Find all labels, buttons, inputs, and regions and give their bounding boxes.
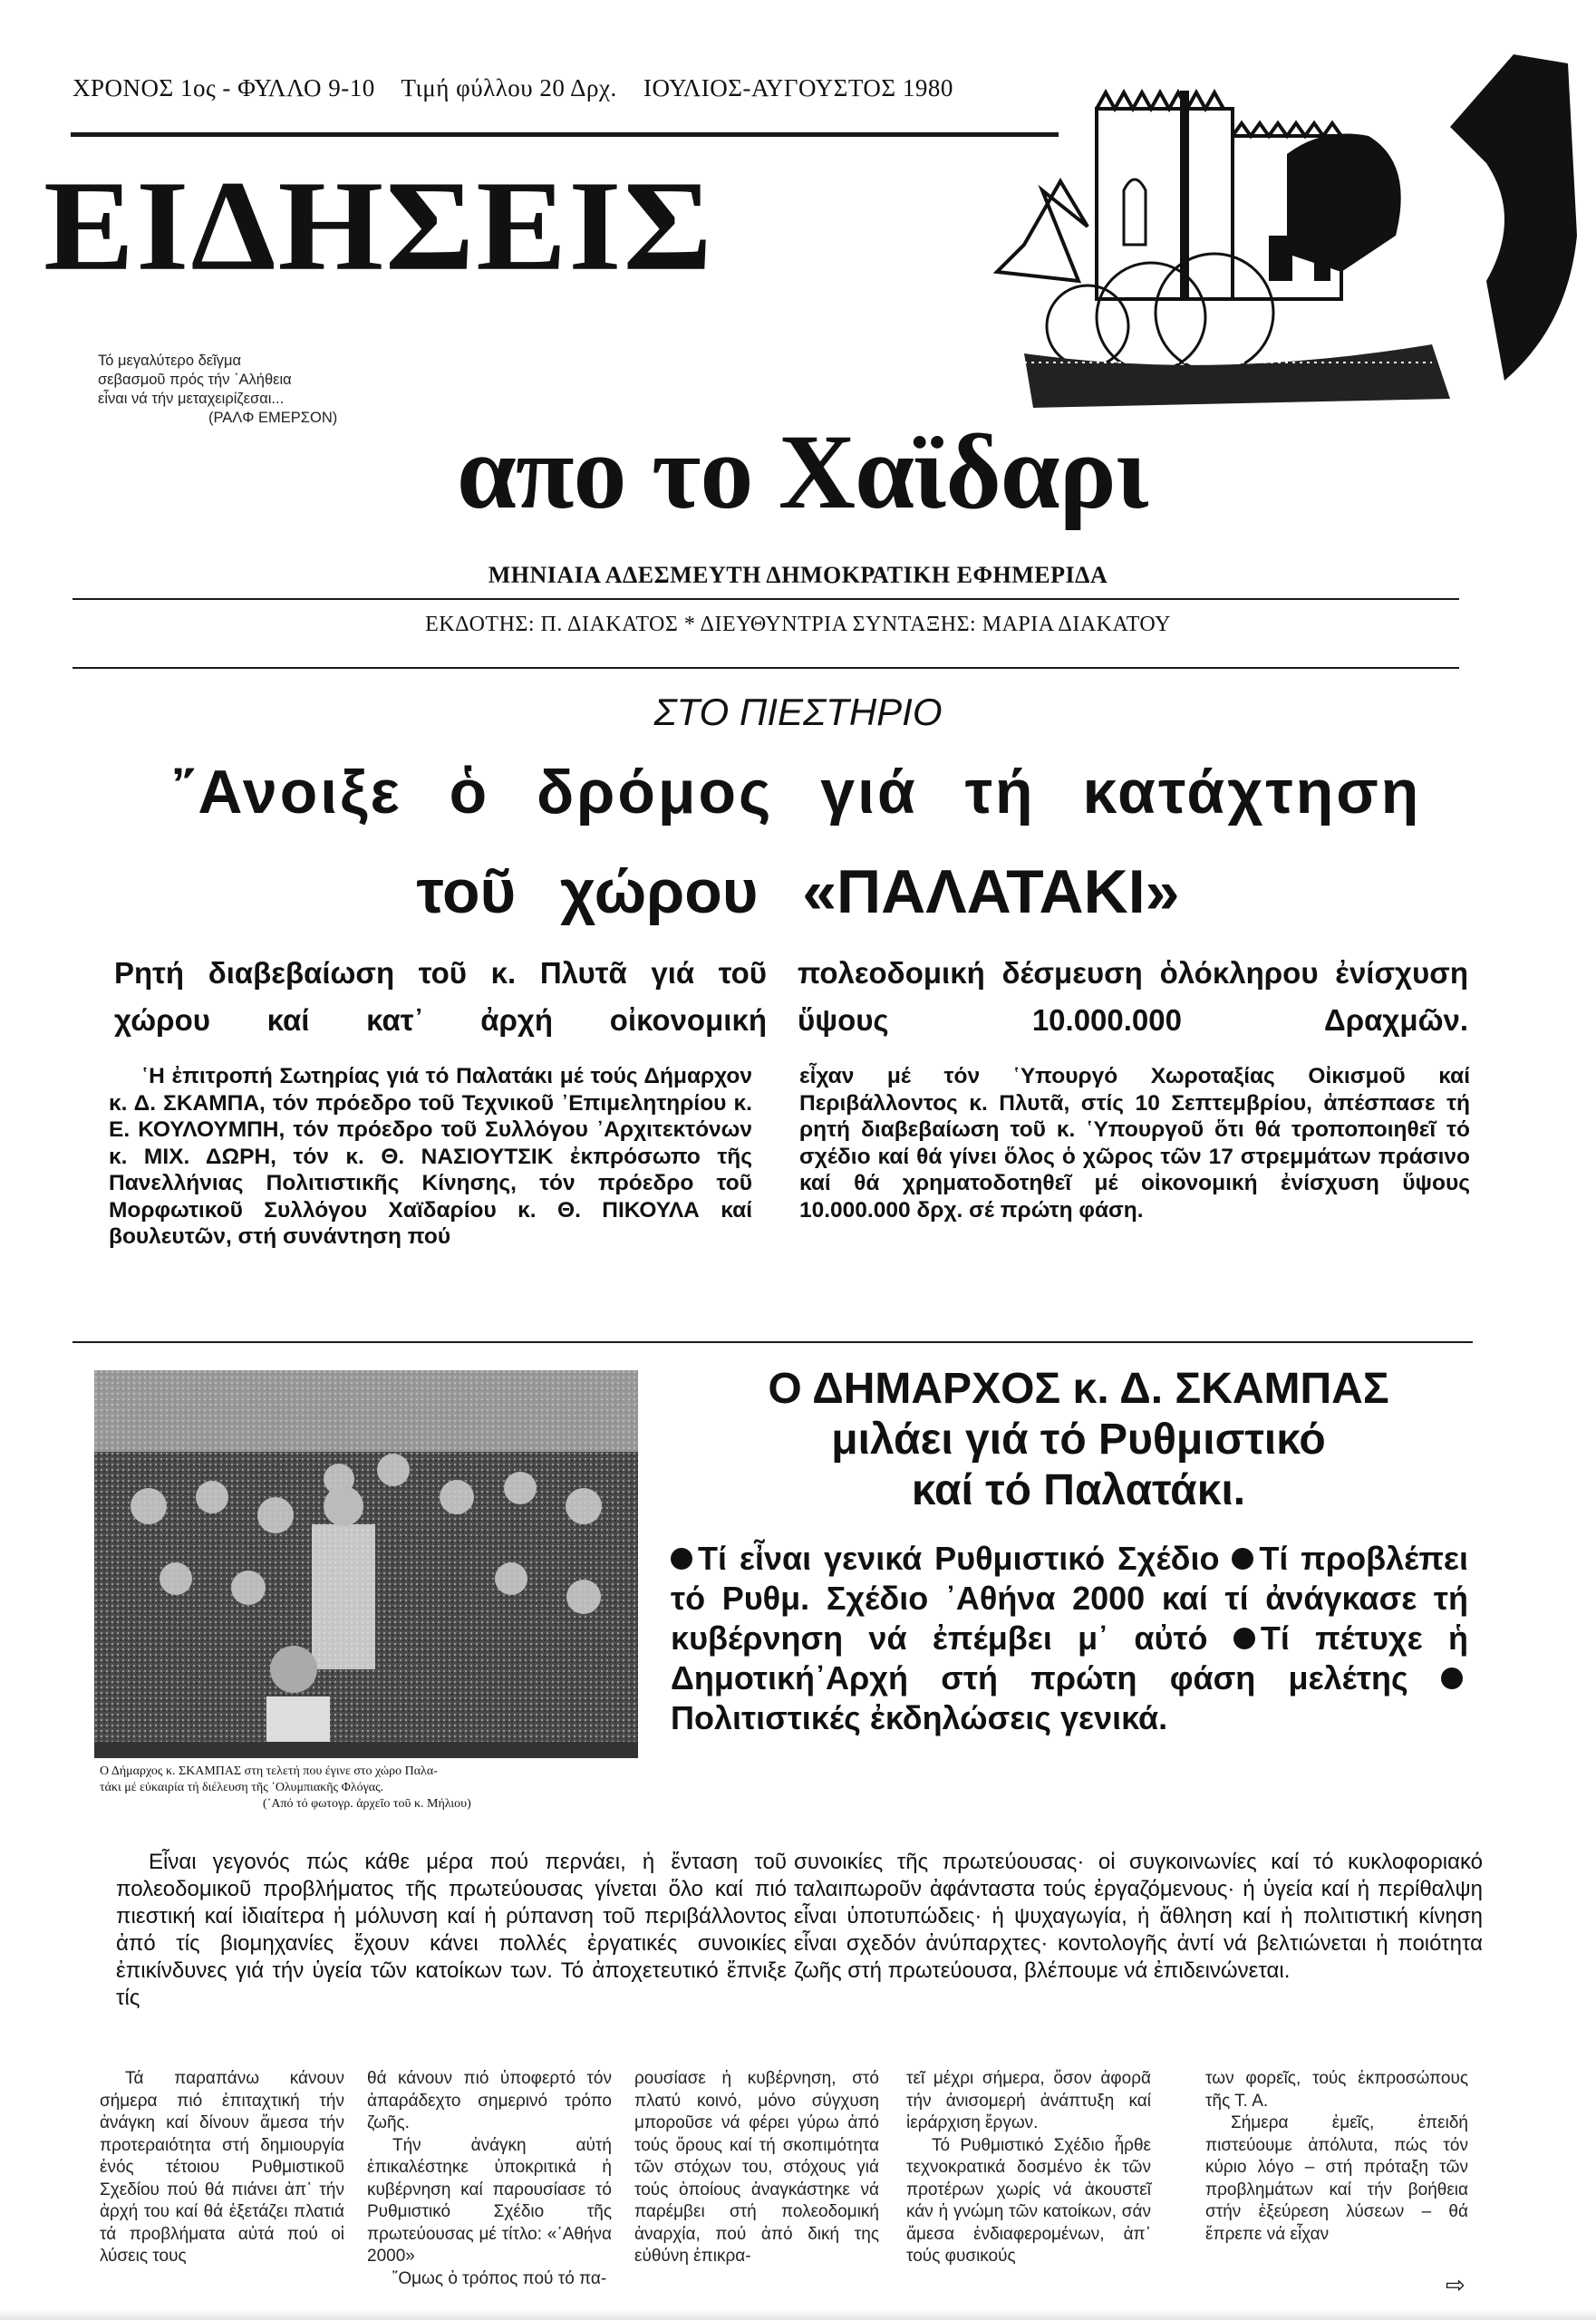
quote-line: Τό μεγαλύτερο δεῖγμα	[98, 353, 242, 369]
masthead-top-rule	[71, 132, 1059, 137]
crowd-photo	[94, 1370, 638, 1758]
bullet-item: Τί προβλέπει τό Ρυθμ. Σχέδιο ᾽Αθήνα 2000 καί τί ἀνάγκασε τή κυβέρνηση νά ἐπέμβει μ᾽ αὐτό	[671, 1540, 1468, 1657]
issue-date: ΙΟΥΛΙΟΣ-ΑΥΓΟΥΣΤΟΣ 1980	[643, 74, 953, 102]
continued-arrow-icon: ⇨	[1446, 2271, 1465, 2298]
section-divider	[73, 1341, 1473, 1343]
lead-deck-left: Ρητή διαβεβαίωση τοῦ κ. Πλυτᾶ γιά τοῦ χώρου καί κατ᾽ ἀρχή οἰκονομική	[114, 956, 767, 1037]
mayor-headline-line: μιλάει γιά τό Ρυθμιστικό	[831, 1416, 1326, 1464]
body-column-4	[906, 2068, 1151, 2268]
bullet-dot-icon	[671, 1548, 692, 1570]
lead-kicker: ΣΤΟ ΠΙΕΣΤΗΡΙΟ	[653, 691, 943, 733]
palataki-illustration-icon	[943, 54, 1577, 426]
page-bottom-edge	[0, 2309, 1596, 2320]
body-column-2	[367, 2068, 612, 2290]
paragraph: Τό Ρυθμιστικό Σχέδιο ἦρθε τεχνοκρατικά δοσμένο ἐκ τῶν προτέρων χωρίς νά ἀκουστεῖ κάν ἡ γνώμη τῶν κατοίκων, σάν ἄμεσα ἐνδιαφερομένων, ἀπ᾽ τούς φυσικούς	[906, 2135, 1151, 2266]
paragraph: των φορεῖς, τούς ἐκπροσώπους τῆς Τ. Α.	[1205, 2069, 1468, 2111]
bullet-item: Τί εἶναι γενικά Ρυθμιστικό Σχέδιο	[698, 1540, 1220, 1577]
masthead-quote	[98, 352, 337, 428]
tagline-rule	[73, 598, 1459, 600]
caption-source: (᾽Από τό φωτογρ. ἀρχεῖο τοῦ κ. Μήλιου)	[263, 1797, 471, 1811]
lead-headline-line2: τοῦ χώρου «ΠΑΛΑΤΑΚΙ»	[416, 857, 1180, 926]
bullet-item: Τί πέτυχε ἡ Δημοτική᾽Αρχή στή πρώτη φάση μελέτης	[671, 1619, 1468, 1696]
mayor-headline-line: καί τό Παλατάκι.	[911, 1466, 1246, 1514]
masthead-subtitle: απο το Χαϊδαρι	[457, 412, 1148, 531]
mayor-bullet-summary	[671, 1539, 1468, 1738]
paragraph: τεῖ μέχρι σήμερα, ὅσον ἀφορᾶ τήν ἀνισομερή ἀνάπτυξη καί ἱεράρχιση ἔργων.	[906, 2069, 1151, 2132]
paragraph: θά κάνουν πιό ὑποφερτό τόν ἀπαράδεχτο σημερινό τρόπο ζωῆς.	[367, 2069, 612, 2132]
masthead-title: ΕΙΔΗΣΕΙΣ	[44, 154, 714, 298]
bullet-dot-icon	[1232, 1548, 1253, 1570]
editors-rule	[73, 667, 1459, 669]
paragraph: Τά παραπάνω κάνουν σήμερα πιό ἐπιταχτική τήν ἀνάγκη καί δίνουν ἄμεσα τήν προτεραιότητα στή δημιουργία ἑνός τέτοιου Ρυθμιστικοῦ Σχεδίου πού θά πιάνει ἀπ᾽ τήν ἀρχή του καί θά ἐξετάζει πλατιά τά προβλήματα αὐτά πού οἱ λύσεις τους	[100, 2069, 344, 2266]
newspaper-tagline: ΜΗΝΙΑΙΑ ΑΔΕΣΜΕΥΤΗ ΔΗΜΟΚΡΑΤΙΚΗ ΕΦΗΜΕΡΙΔΑ	[488, 562, 1108, 588]
quote-line: σεβασμοῦ πρός τήν ᾽Αλήθεια	[98, 372, 292, 388]
body-column-1	[100, 2068, 344, 2268]
bullet-dot-icon	[1441, 1668, 1463, 1689]
mayor-intro-right: συνοικίες τῆς πρωτεύουσας· οἱ συγκοινωνίες καί τό κυκλοφοριακό ταλαιπωροῦν ἀφάνταστα τούς ἐργαζόμενους· ἡ ὑγεία καί ἡ περίθαλψη εἶναι ὑποτυπώδεις· ἡ ψυχαγωγία, ἡ ἄθληση καί ἡ πολιτιστική κίνηση εἶναι σχεδόν ἀνύπαρχτες· κοντολογῆς ἀντί νά βελτιώνεται ἡ ποιότητα ζωῆς στή πρωτεύουσα, βλέπουμε νά ἐπιδεινώνεται.	[794, 1850, 1483, 1983]
body-column-3	[634, 2068, 879, 2268]
mayor-headline	[671, 1364, 1486, 1516]
issue-info-line	[73, 74, 973, 102]
caption-line: τάκι μέ εὐκαιρία τή διέλευση τῆς ᾽Ολυμπιακῆς Φλόγας.	[100, 1781, 384, 1794]
bullet-dot-icon	[1233, 1628, 1255, 1649]
paragraph: Τήν ἀνάγκη αὐτή ἐπικαλέστηκε ὑποκριτικά ἡ κυβέρνηση καί παρουσίασε τό Ρυθμιστικό Σχέδιο τῆς πρωτεύουσας μέ τίτλο: «᾽Αθήνα 2000»	[367, 2135, 612, 2266]
lead-body-right: εἶχαν μέ τόν ῾Υπουργό Χωροταξίας Οἰκισμοῦ καί Περιβάλλοντος κ. Πλυτᾶ, στίς 10 Σεπτεμβρίου, ἀπέσπασε τή ρητή διαβεβαίωση τοῦ κ. ῾Υπουργοῦ ὅτι θά τροποποιηθεῖ τό σχέδιο καί θά γίνει ὅλος ὁ χῶρος τῶν 17 στρεμμάτων πράσινο καί θά χρηματοδοτηθεῖ μέ οἰκονομική ἐνίσχυση ὕψους 10.000.000 δρχ. σέ πρώτη φάση.	[799, 1064, 1470, 1223]
lead-body-left: ῾Η ἐπιτροπή Σωτηρίας γιά τό Παλατάκι μέ τούς Δήμαρχον κ. Δ. ΣΚΑΜΠΑ, τόν πρόεδρο τοῦ Τεχνικοῦ ᾽Επιμελητηρίου κ. Ε. ΚΟΥΛΟΥΜΠΗ, τόν πρόεδρο τοῦ Συλλόγου ᾽Αρχιτεκτόνων κ. ΜΙΧ. ΔΩΡΗ, τόν κ. Θ. ΝΑΣΙΟΥΤΣΙΚ ἐκπρόσωπο τῆς Πανελλήνιας Πολιτιστικῆς Κίνησης, τόν πρόεδρο τοῦ Μορφωτικοῦ Συλλόγου Χαϊδαρίου κ. Θ. ΠΙΚΟΥΛΑ καί βουλευτῶν, στή συνάντηση πού	[109, 1064, 752, 1249]
quote-attribution: (ΡΑΛΦ ΕΜΕΡΣΟΝ)	[208, 410, 338, 426]
issue-price: Τιμή φύλλου 20 Δρχ.	[401, 74, 617, 102]
paragraph: Σήμερα ἐμεῖς, ἐπειδή πιστεύουμε ἀπόλυτα, πώς τόν κύριο λόγο – στή πρόταξη τῶν προβλημάτων καί τήν βοήθεια στήν ἐξεύρεση λύσεων – θά ἔπρεπε νά εἶχαν	[1205, 2113, 1468, 2244]
bullet-item: Πολιτιστικές ἐκδηλώσεις γενικά.	[671, 1699, 1168, 1736]
photo-caption	[100, 1764, 643, 1812]
paragraph: ρουσίασε ἡ κυβέρνηση, στό πλατύ κοινό, μόνο σύγχυση μποροῦσε νά φέρει γύρω ἀπό τούς ὅρους καί τή σκοπιμότητα τῶν στόχων του, στόχους γιά τούς ὁποίους ἀναγκάστηκε νά παρέμβει στή πολεοδομική ἀναρχία, πού ἀπό δική της εὐθύνη ἐπικρα-	[634, 2069, 879, 2266]
lead-headline-line1: ῎Ανοιξε ὁ δρόμος γιά τή κατάχτηση	[174, 758, 1422, 826]
mayor-intro-left: Εἶναι γεγονός πώς κάθε μέρα πού περνάει, ἡ ἔνταση τοῦ πολεοδομικοῦ προβλήματος τῆς πρωτεύουσας γίνεται ὅλο καί πιό πιεστική καί ἰδιαίτερα ἡ μόλυνση καί ἡ ρύπανση τοῦ περιβάλλοντος ἀπό τίς βιομηχανίες ἔχουν κάνει πολλές ἐργατικές συνοικίες ἐπικίνδυνες γιά τήν ὑγεία τῶν κατοίκων των. Τό ἀποχετευτικό ἔπνιξε τίς	[116, 1850, 787, 2010]
paragraph: ῞Ομως ὁ τρόπος πού τό πα-	[392, 2268, 607, 2288]
caption-line: Ο Δήμαρχος κ. ΣΚΑΜΠΑΣ στη τελετή που έγινε στο χώρο Παλα-	[100, 1764, 438, 1778]
photo-crowd-icon	[94, 1370, 638, 1758]
body-column-5	[1205, 2068, 1468, 2246]
issue-volume: ΧΡΟΝΟΣ 1ος - ΦΥΛΛΟ 9-10	[73, 74, 375, 102]
mayor-headline-line: Ο ΔΗΜΑΡΧΟΣ κ. Δ. ΣΚΑΜΠΑΣ	[768, 1365, 1389, 1413]
quote-line: εἶναι νά τήν μεταχειρίζεσαι...	[98, 391, 285, 407]
lead-deck-right: πολεοδομική δέσμευση ὁλόκληρου ἐνίσχυση ὕψους 10.000.000 Δραχμῶν.	[798, 956, 1468, 1037]
editors-line: ΕΚΔΟΤΗΣ: Π. ΔΙΑΚΑΤΟΣ * ΔΙΕΥΘΥΝΤΡΙΑ ΣΥΝΤΑΞΗΣ: ΜΑΡΙΑ ΔΙΑΚΑΤΟΥ	[425, 613, 1171, 636]
